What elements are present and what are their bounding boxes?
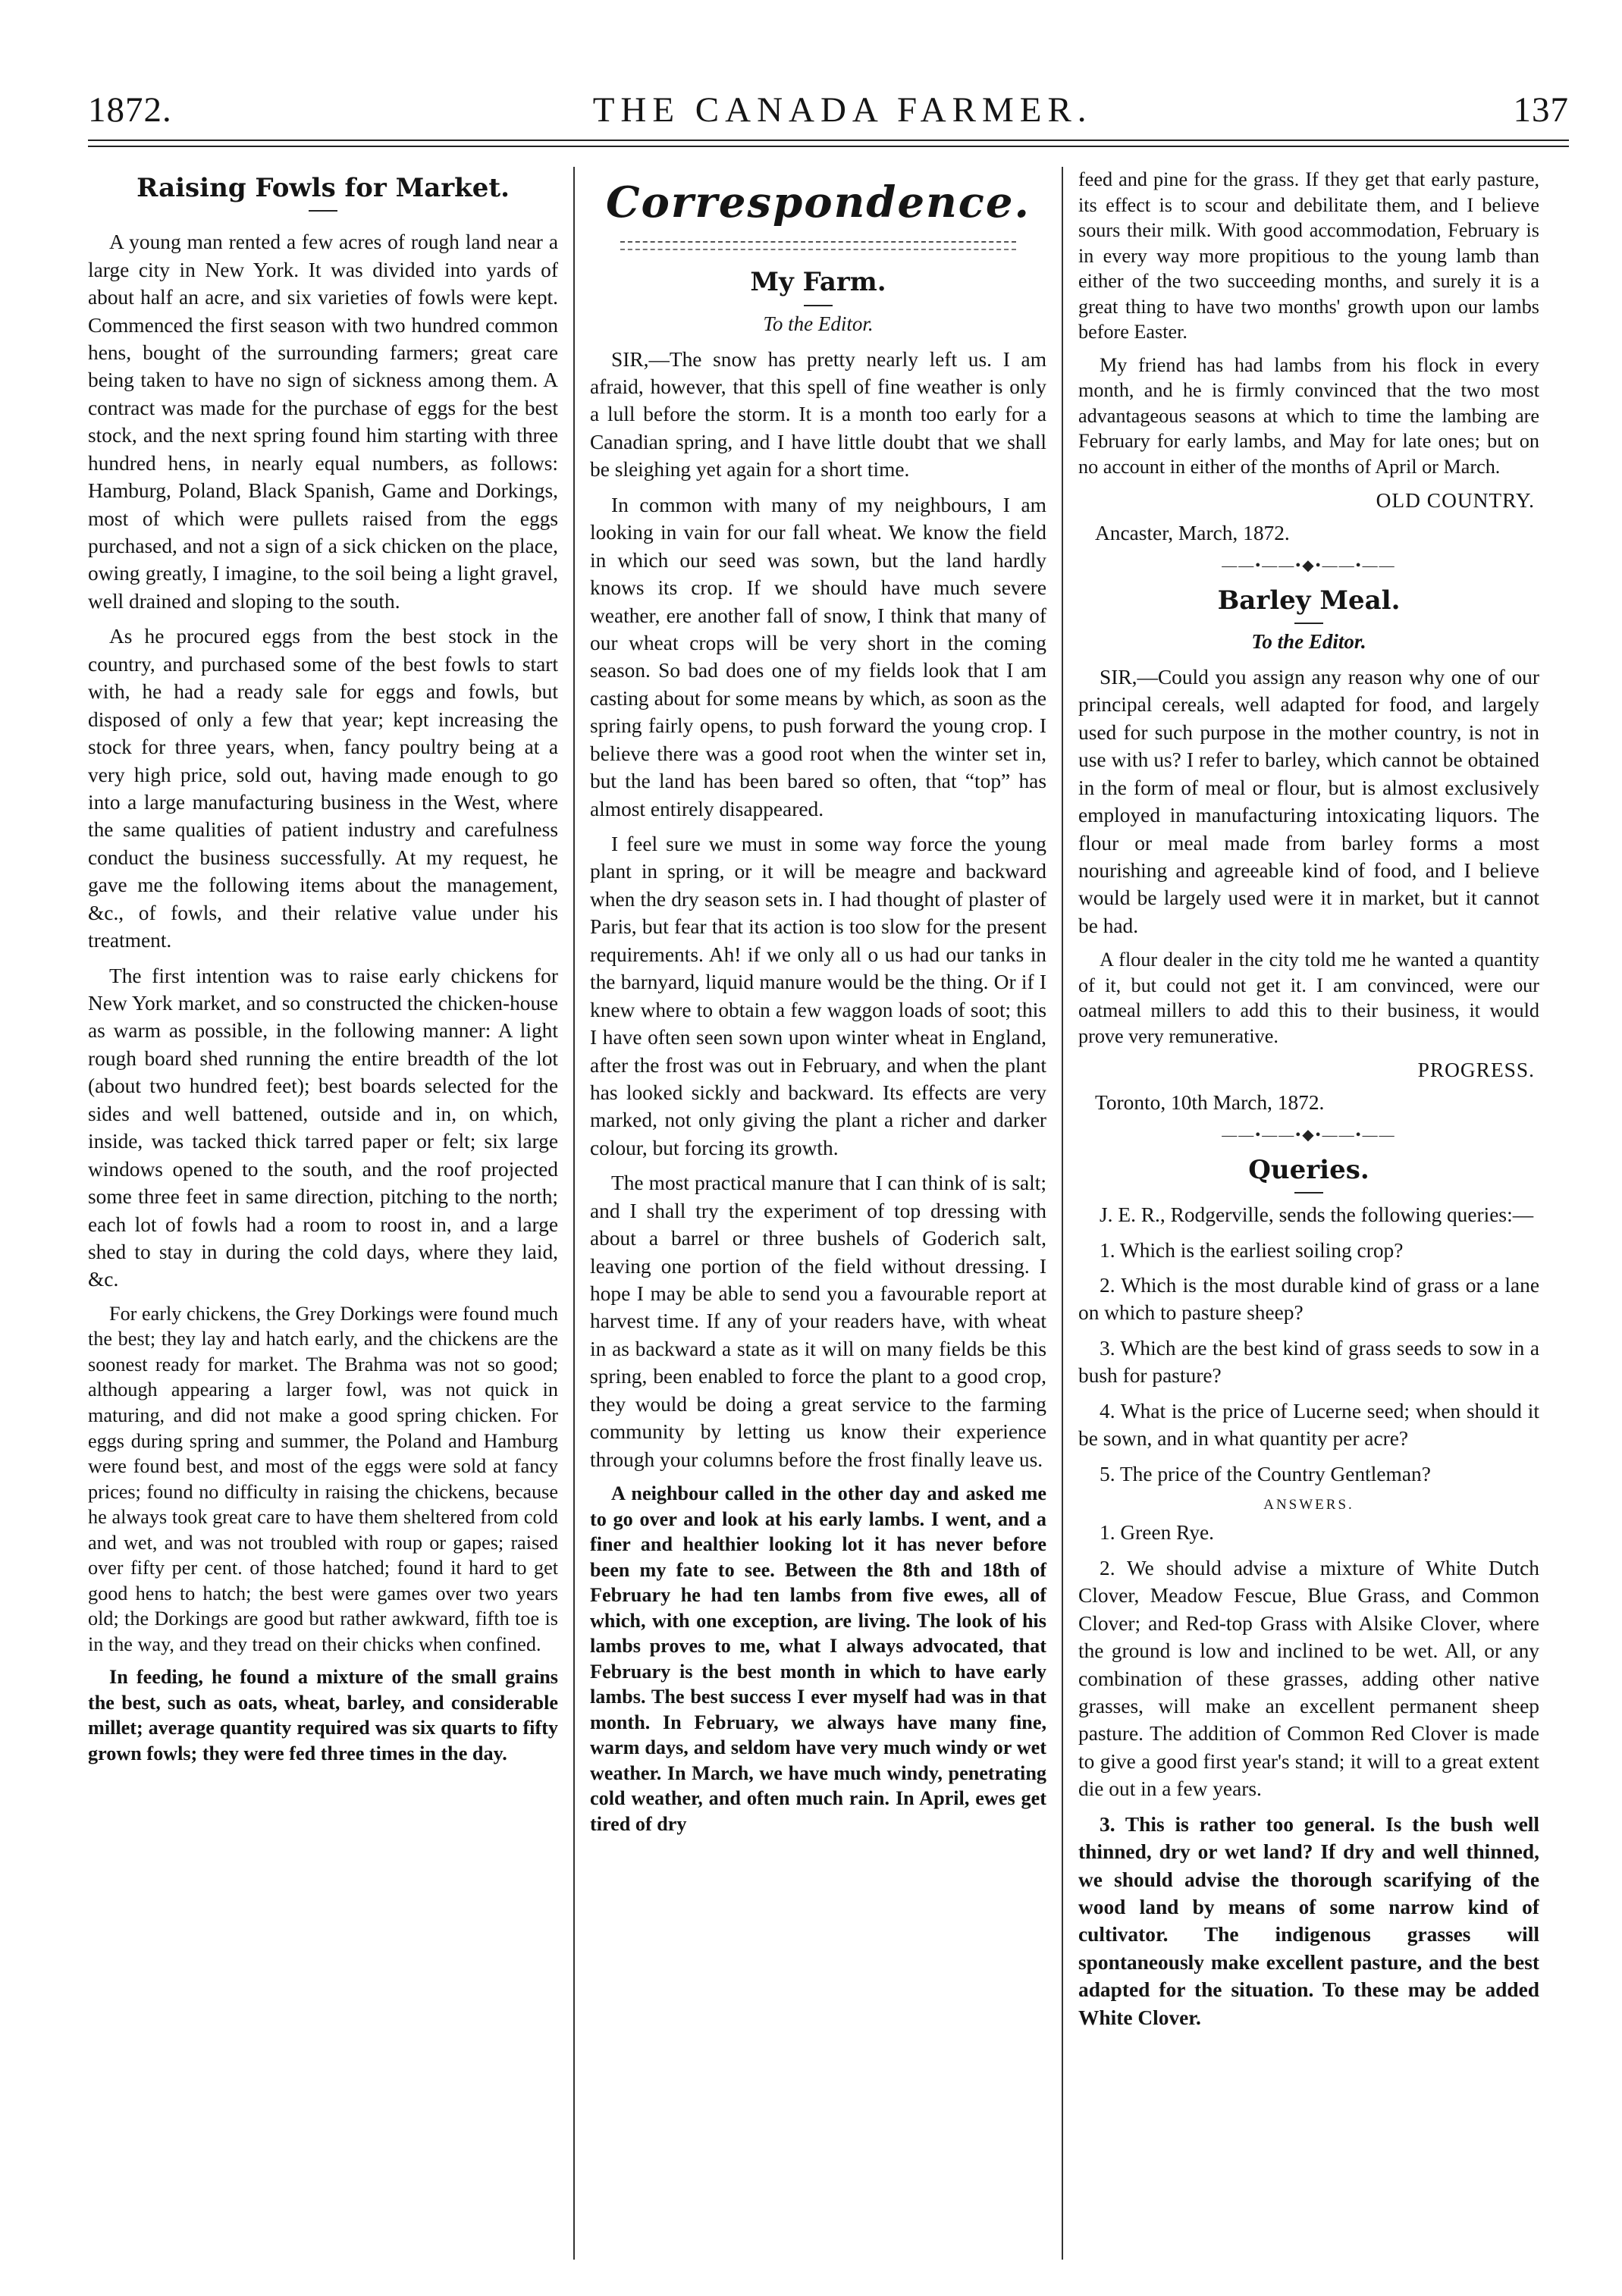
heading-rule <box>1294 1192 1323 1193</box>
ornamental-divider: ——•——•◆•——•—— <box>1222 557 1396 575</box>
article-paragraph: SIR,—Could you assign any reason why one of our principal cereals, well adapted for food, and largely used for such purpose in the mother country, is not in use with us? I refer to barley, which cannot be obtained in the form of meal or flour, but is almost exclusively employed in manufacturing intoxicating liquors. The flour or meal made from barley forms a most nourishing and agreeable kind of food, and I believe would be largely used were it in market, but it cannot be had. <box>1078 665 1539 937</box>
masthead <box>88 89 1569 130</box>
columns <box>88 167 1569 2260</box>
article-paragraph: The most practical manure that I can think of is salt; and I shall try the experiment of top dressing with about a barrel or three bushels of Goderich salt, leaving one portion of the field without dressing. I hope I may be able to send you a favourable report at harvest time. If any of your readers have, with wheat in as backward a state as it will on many fields be this spring, been enabled to force the plant to a good crop, they would be doing a great service to the farming community by letting us know their experience through your columns before the frost finally leave us. <box>590 1172 1046 1471</box>
answers-label: ANSWERS. <box>1263 1497 1354 1513</box>
article-paragraph: The first intention was to raise early chickens for New York market, and so constructed the chicken-house as warm as possible, in the following manner: A light rough board shed running the entire breadth of the lot (about two hundred feet); best boards selected for the sides and well battened, outside and in, on which, inside, was tacked thick tarred paper or felt; six large windows opened to the south, and the roof projected some three feet in same direction, pitching to the north; each lot of fowls had a room to roost in, and a large shed to stay in during the cold days, where they laid, &c. <box>88 964 558 1291</box>
article-heading-my-farm: My Farm. <box>750 267 886 298</box>
article-paragraph: In common with many of my neighbours, I am looking in vain for our fall wheat. We know the field in which our seed was sown, but the land hardly knows its crop. If we should have much severe weather, ere another fall of snow, I think that many of our wheat crops will be very short in the coming season. So bad does one of my fields look that I am casting about for some means by which, as soon as the spring fairly opens, to push forward the young crop. I believe there was a good root when the winter set in, but the land has been bared so often, that “top” has almost entirely disappeared. <box>590 493 1046 820</box>
signature-old-country: OLD COUNTRY. <box>1376 489 1535 513</box>
article-paragraph: My friend has had lambs from his flock in every month, and he is firmly convinced that the two most advantageous seasons at which to time the lambing are February for early lambs, and May for late ones; but on no account in either of the months of April or March. <box>1078 353 1539 478</box>
column-3 <box>1062 167 1539 2260</box>
article-heading-barley-meal: Barley Meal. <box>1217 585 1401 616</box>
query-item: 5. The price of the Country Gentleman? <box>1100 1462 1431 1485</box>
heading-rule <box>309 210 337 212</box>
masthead-year: 1872. <box>88 90 172 130</box>
signature-progress: PROGRESS. <box>1417 1059 1535 1082</box>
heading-rule <box>1294 623 1323 624</box>
query-item: 1. Which is the earliest soiling crop? <box>1100 1238 1404 1262</box>
article-paragraph: A neighbour called in the other day and asked me to go over and look at his early lambs. I went, and a finer and healthier looking lot it has never before been my fate to see. Between the 8th and 18th of February he had ten lambs from five ewes, all of which, with one exception, are living. The look of his lambs proves to me, what I always advocated, that February is the best month in which to have early lambs. The best success I ever myself had was in that month. In February, we always have many fine, warm days, and seldom have very much windy or wet weather. In March, we have much windy, penetrating cold weather, and often much rain. In April, ewes get tired of dry <box>590 1482 1046 1835</box>
article-paragraph: feed and pine for the grass. If they get that early pasture, its effect is to scour and debilitate them, and I believe sours their milk. With good accommodation, February is in every way more propitious to the young lamb than either of the two succeeding months, and surely it is a great thing to have two months' growth upon our lambs before Easter. <box>1078 168 1539 343</box>
answer-item: 1. Green Rye. <box>1100 1521 1215 1545</box>
article-paragraph: A young man rented a few acres of rough land near a large city in New York. It was divided into yards of about half an acre, and six varieties of fowls were kept. Commenced the first season with two hundred common hens, bought of the surrounding farmers; great care being taken to have no sign of sickness among them. A contract was made for the purchase of eggs for the best stock, and the next spring found him starting with three hundred hens, in nearly equal numbers, as follows: Hamburg, Poland, Black Spanish, Game and Dorkings, most of which were pullets raised from the eggs purchased, and not a sign of a sick chicken on the place, owing greatly, I imagine, to the soil being a light gravel, well drained and sloping to the south. <box>88 231 558 613</box>
article-paragraph: I feel sure we must in some way force the young plant in spring, or it will be meagre and backward when the dry season sets in. I had thought of plaster of Paris, but fear that its action is too slow for the present requirements. Ah! if we only all o us had our tanks in the barnyard, liquid manure would be the thing. Or if I knew where to obtain a few waggon loads of soot; this I have often seen sown upon winter wheat in England, after the frost was out in February, and when the plant has looked sickly and backward. Its effects are very marked, not only giving the plant a richer and darker colour, but forcing its growth. <box>590 833 1046 1159</box>
to-the-editor-label: To the Editor. <box>1251 630 1366 654</box>
article-heading-raising-fowls: Raising Fowls for Market. <box>136 173 510 203</box>
to-the-editor-label: To the Editor. <box>763 312 874 335</box>
dateline-toronto: Toronto, 10th March, 1872. <box>1095 1090 1325 1114</box>
article-paragraph: A flour dealer in the city told me he wanted a quantity of it, but could not get it. I am convinced, were our oatmeal millers to add this to their business, it would prove very remunerative. <box>1078 949 1539 1047</box>
queries-intro: J. E. R., Rodgerville, sends the following queries:— <box>1100 1203 1534 1227</box>
column-1 <box>88 167 573 2260</box>
masthead-rule <box>88 140 1569 147</box>
masthead-page-number: 137 <box>1513 90 1569 130</box>
article-paragraph: For early chickens, the Grey Dorkings were found much the best; they lay and hatch early, and the chickens are the soonest ready for market. The Brahma was not so good; although appearing a larger fowl, was not quick in maturing, and did not make a good spring chicken. For eggs during spring and summer, the Poland and Hamburg were found best, and most of the eggs were sold at fancy prices; found no difficulty in raising the chickens, because he always took great care to have them sheltered from cold and wet, and was not troubled with roup or gapes; raised over fifty per cent. of those hatched; found it hard to get good hens to hatch; the best were games over two years old; the Dorkings are good but rather awkward, fifth toe is in the way, and they tread on their chicks when confined. <box>88 1302 558 1655</box>
dateline-ancaster: Ancaster, March, 1872. <box>1095 521 1290 544</box>
query-item: 4. What is the price of Lucerne seed; when should it be sown, and in what quantity per acre? <box>1078 1399 1539 1451</box>
query-item: 3. Which are the best kind of grass seeds to sow in a bush for pasture? <box>1078 1336 1539 1388</box>
query-item: 2. Which is the most durable kind of grass or a lane on which to pasture sheep? <box>1078 1274 1539 1325</box>
heading-rule <box>804 305 833 306</box>
section-title-correspondence: Correspondence. <box>605 177 1031 227</box>
article-paragraph: In feeding, he found a mixture of the small grains the best, such as oats, wheat, barley, and considerable millet; average quantity required was six quarts to fifty grown fowls; they were fed three times in the day. <box>88 1666 558 1764</box>
article-paragraph: SIR,—The snow has pretty nearly left us. I am afraid, however, that this spell of fine weather is only a lull before the storm. It is a month too early for a Canadian spring, and I have little doubt that we shall be sleighing yet again for a short time. <box>590 347 1046 481</box>
section-rule <box>620 241 1016 250</box>
ornamental-divider: ——•——•◆•——•—— <box>1222 1127 1396 1144</box>
column-2 <box>573 167 1062 2260</box>
masthead-title: THE CANADA FARMER. <box>592 90 1093 130</box>
article-paragraph: As he procured eggs from the best stock in the country, and purchased some of the best fowls to start with, he had a ready sale for eggs and fowls, but disposed of only a few that year; kept increasing the stock for three years, when, fancy poultry being at a very high price, sold out, having made enough to go into a large manufacturing business in the West, where the same qualities of patient industry and carefulness conduct the business successfully. At my request, he gave me the following items about the management, &c., of fowls, and their relative value under his treatment. <box>88 625 558 952</box>
answer-item: 2. We should advise a mixture of White Dutch Clover, Meadow Fescue, Blue Grass, and Common Clover; and Red-top Grass with Alsike Clover, where the ground is low and inclined to be wet. All, or any combination of these grasses, adding other native grasses, will make an excellent permanent sheep pasture. The addition of Common Red Clover is made to give a good first year's stand; it will to a great extent die out in a few years. <box>1078 1556 1539 1801</box>
article-heading-queries: Queries. <box>1248 1154 1369 1185</box>
answer-item: 3. This is rather too general. Is the bush well thinned, dry or wet land? If dry and well thinned, we should advise the thorough scarifying of the wood land by means of some narrow kind of cultivator. The indigenous grasses will spontaneously make excellent pasture, and the best adapted for the situation. To these may be added White Clover. <box>1078 1812 1539 2029</box>
